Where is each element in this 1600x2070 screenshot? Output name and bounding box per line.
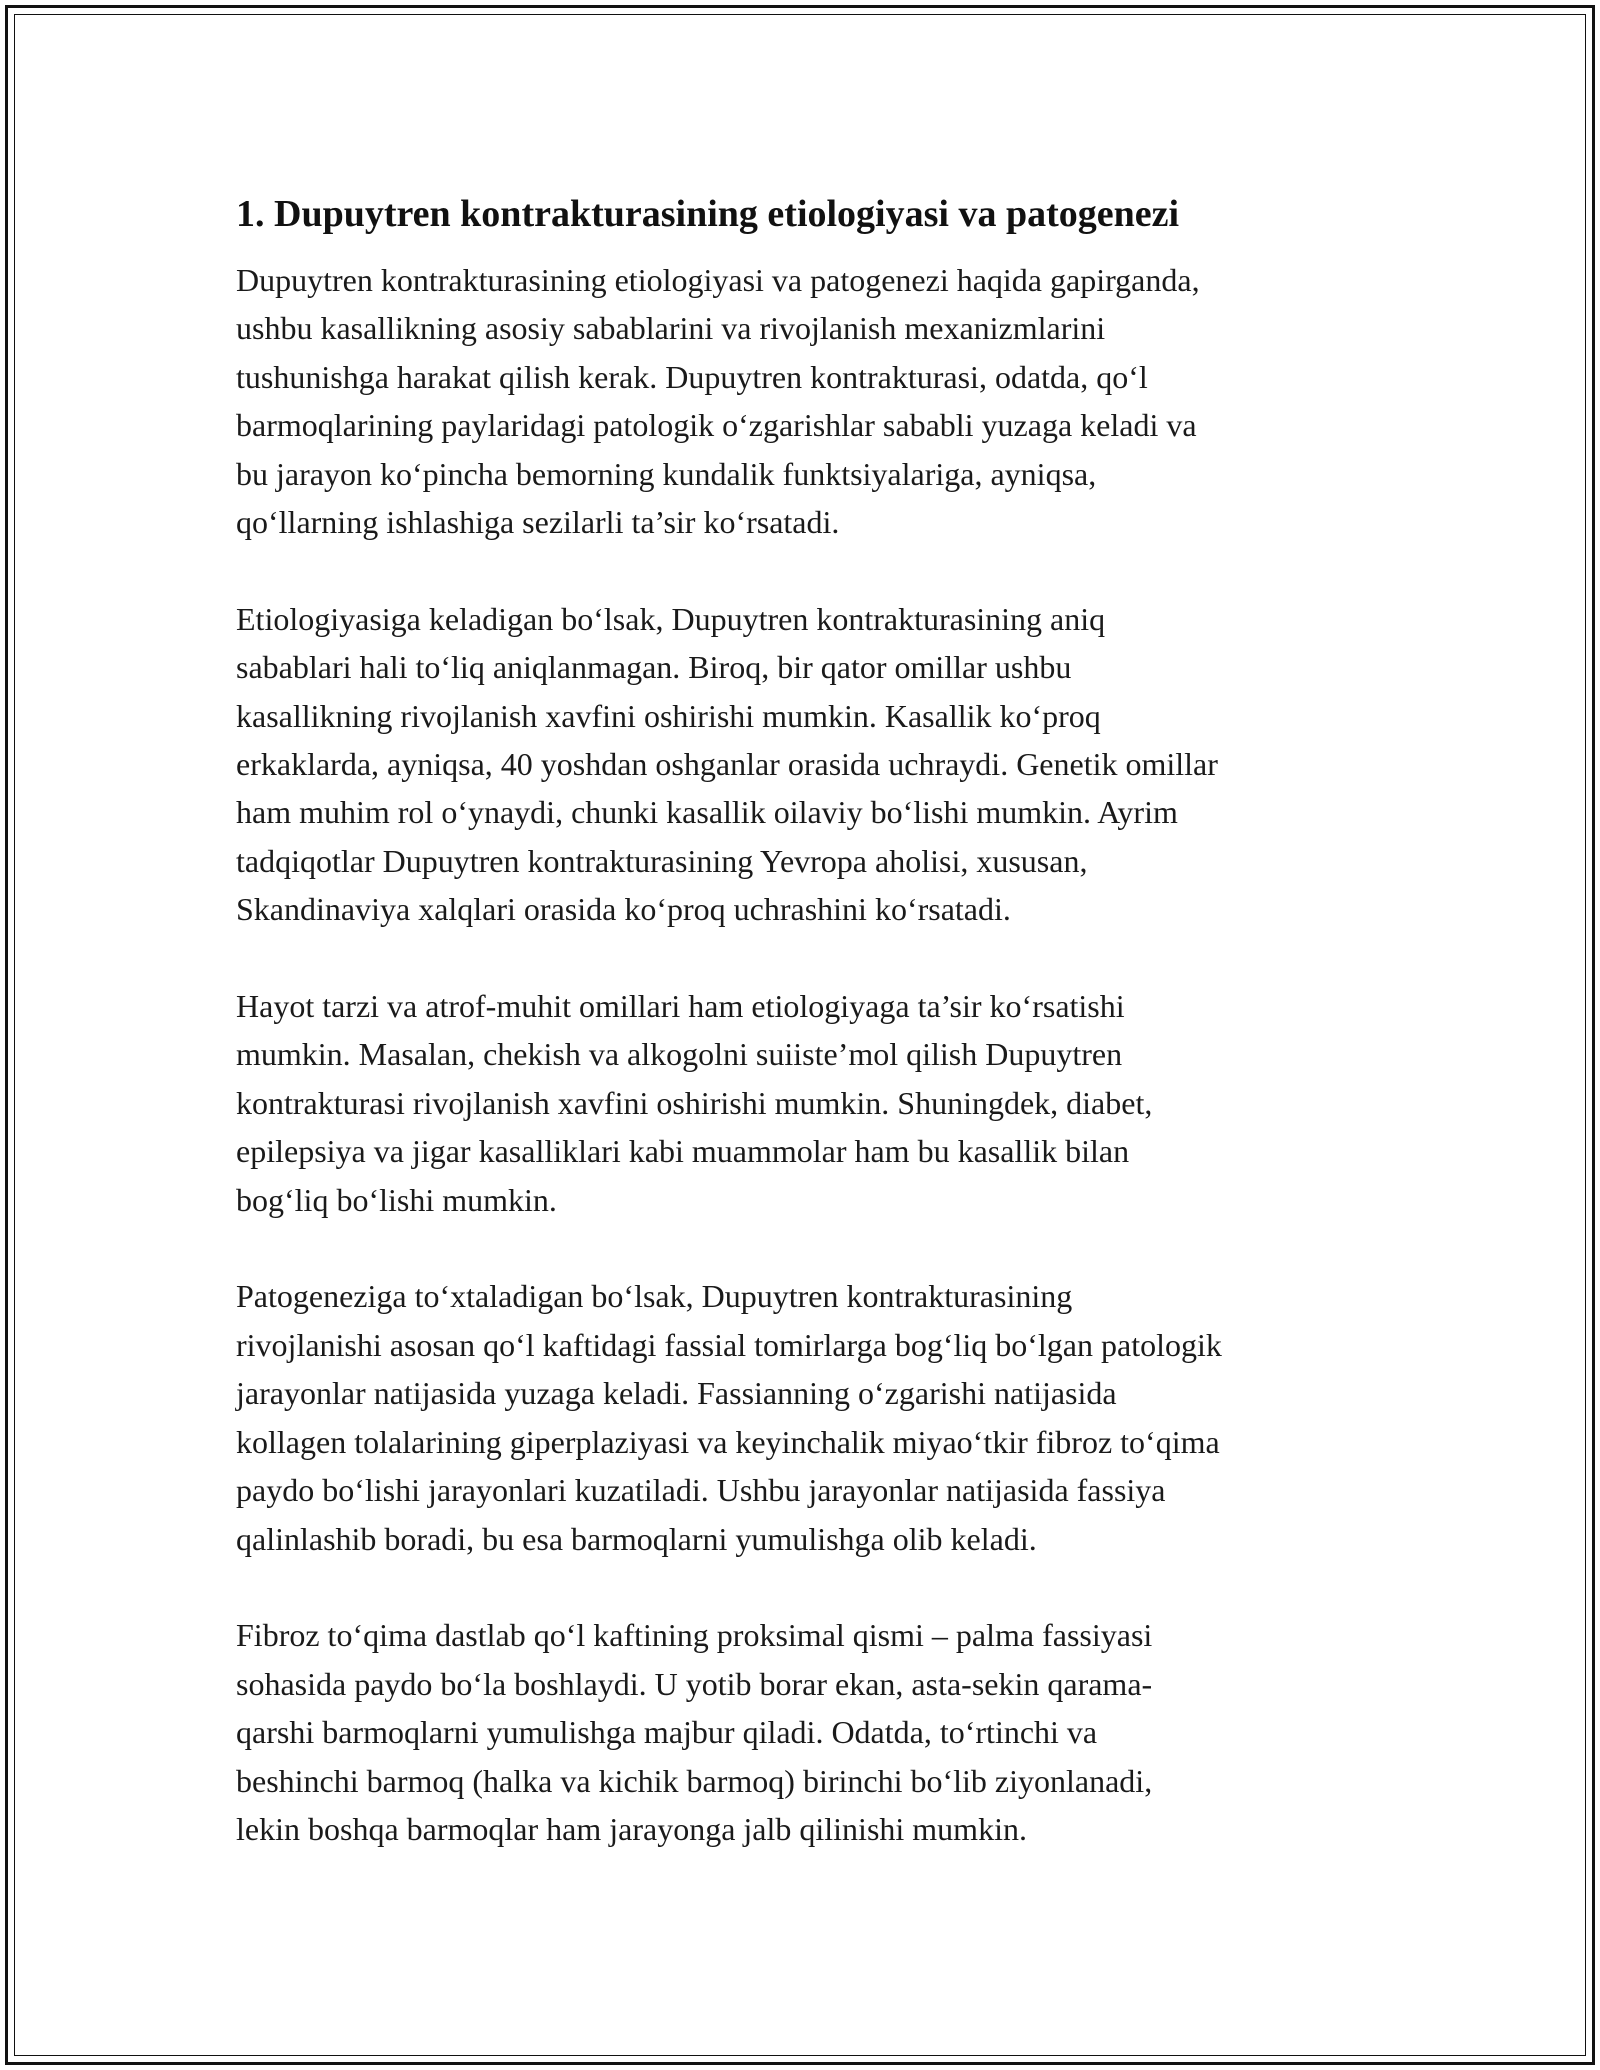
paragraph-5: Fibroz to‘qima dastlab qo‘l kaftining proksimal qismi – palma fassiyasi sohasida paydo bo‘la boshlaydi. U yotib borar ekan, asta-sekin qarama- qarshi barmoqlarni yumulishga majbur qiladi. Odatda, to‘rtinchi va beshinchi barmoq (halka va kichik barmoq) birinchi bo‘lib ziyonlanadi, lekin boshqa barmoqlar ham jarayonga jalb qilinishi mumkin. (236, 1617, 1153, 1847)
paragraph-4: Patogeneziga to‘xtaladigan bo‘lsak, Dupuytren kontrakturasining rivojlanishi asosan qo‘l kaftidagi fassial tomirlarga bog‘liq bo‘lgan patologik jarayonlar natijasida yuzaga keladi. Fassianning o‘zgarishi natijasida kollagen tolalarining giperplaziyasi va keyinchalik miyao‘tkir fibroz to‘qima paydo bo‘lishi jarayonlari kuzatiladi. Ushbu jarayonlar natijasida fassiya qalinlashib boradi, bu esa barmoqlarni yumulishga olib keladi. (236, 1278, 1222, 1557)
section-heading: 1. Dupuytren kontrakturasining etiologiyasi va patogenezi (236, 193, 1180, 235)
paragraph-1: Dupuytren kontrakturasining etiologiyasi va patogenezi haqida gapirganda, ushbu kasallikning asosiy sabablarini va rivojlanish mexanizmlarini tushunishga harakat qilish kerak. Dupuytren kontrakturasi, odatda, qo‘l barmoqlarining paylaridagi patologik o‘zgarishlar sababli yuzaga keladi va bu jarayon ko‘pincha bemorning kundalik funktsiyalariga, ayniqsa, qo‘llarning ishlashiga sezilarli ta’sir ko‘rsatadi. (236, 262, 1200, 541)
paragraph-2: Etiologiyasiga keladigan bo‘lsak, Dupuytren kontrakturasining aniq sabablari hali to‘liq aniqlanmagan. Biroq, bir qator omillar ushbu kasallikning rivojlanish xavfini oshirishi mumkin. Kasallik ko‘proq erkaklarda, ayniqsa, 40 yoshdan oshganlar orasida uchraydi. Genetik omillar ham muhim rol o‘ynaydi, chunki kasallik oilaviy bo‘lishi mumkin. Ayrim tadqiqotlar Dupuytren kontrakturasining Yevropa aholisi, xususan, Skandinaviya xalqlari orasida ko‘proq uchrashini ko‘rsatadi. (236, 600, 1218, 928)
document-body (236, 186, 1386, 1902)
paragraph-3: Hayot tarzi va atrof-muhit omillari ham etiologiyaga ta’sir ko‘rsatishi mumkin. Masalan, chekish va alkogolni suiiste’mol qilish Dupuytren kontrakturasi rivojlanish xavfini oshirishi mumkin. Shuningdek, diabet, epilepsiya va jigar kasalliklari kabi muammolar ham bu kasallik bilan bog‘liq bo‘lishi mumkin. (236, 988, 1153, 1218)
